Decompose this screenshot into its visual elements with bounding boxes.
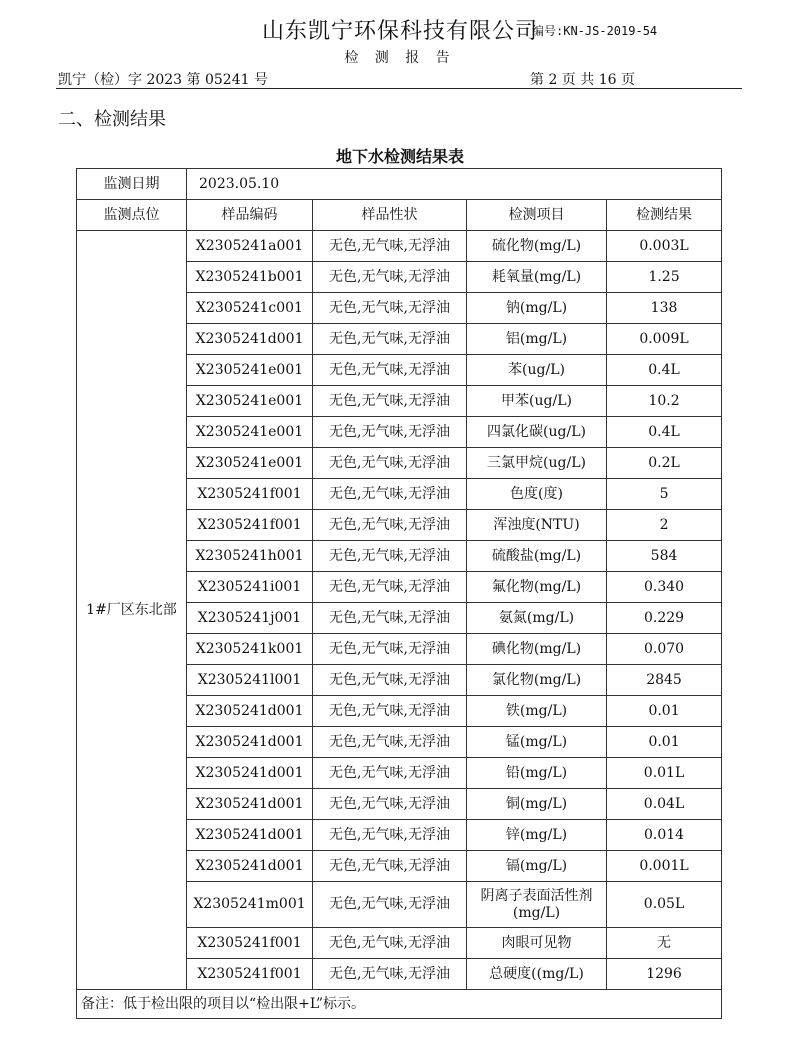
sample-description-cell: 无色,无气味,无浮油 xyxy=(313,572,467,603)
test-item-cell: 阴离子表面活性剂(mg/L) xyxy=(467,882,607,928)
sample-description-cell: 无色,无气味,无浮油 xyxy=(313,851,467,882)
test-result-cell: 0.01L xyxy=(607,758,722,789)
page-info: 第 2 页 共 16 页 xyxy=(530,72,635,88)
report-reference: 凯宁（检）字 2023 第 05241 号 xyxy=(58,72,268,88)
test-item-cell: 镉(mg/L) xyxy=(467,851,607,882)
header-sample-code: 样品编码 xyxy=(187,200,313,231)
sample-code-cell: X2305241e001 xyxy=(187,355,313,386)
test-result-cell: 0.01 xyxy=(607,696,722,727)
test-item-cell: 铁(mg/L) xyxy=(467,696,607,727)
table-note: 备注：低于检出限的项目以“检出限+L”标示。 xyxy=(77,990,722,1019)
test-item-cell: 氨氮(mg/L) xyxy=(467,603,607,634)
test-result-cell: 0.2L xyxy=(607,448,722,479)
sample-description-cell: 无色,无气味,无浮油 xyxy=(313,603,467,634)
header-row xyxy=(77,200,722,231)
sample-description-cell: 无色,无气味,无浮油 xyxy=(313,758,467,789)
sample-description-cell: 无色,无气味,无浮油 xyxy=(313,634,467,665)
test-result-cell: 0.05L xyxy=(607,882,722,928)
test-result-cell: 0.014 xyxy=(607,820,722,851)
sample-code-cell: X2305241f001 xyxy=(187,510,313,541)
sample-code-cell: X2305241d001 xyxy=(187,851,313,882)
sample-code-cell: X2305241f001 xyxy=(187,928,313,959)
sample-description-cell: 无色,无气味,无浮油 xyxy=(313,386,467,417)
test-item-cell: 总硬度((mg/L) xyxy=(467,959,607,990)
test-item-cell: 氟化物(mg/L) xyxy=(467,572,607,603)
sample-code-cell: X2305241d001 xyxy=(187,820,313,851)
sample-code-cell: X2305241f001 xyxy=(187,479,313,510)
sample-description-cell: 无色,无气味,无浮油 xyxy=(313,959,467,990)
test-result-cell: 1.25 xyxy=(607,262,722,293)
header-test-result: 检测结果 xyxy=(607,200,722,231)
sample-description-cell: 无色,无气味,无浮油 xyxy=(313,417,467,448)
sample-description-cell: 无色,无气味,无浮油 xyxy=(313,789,467,820)
sample-description-cell: 无色,无气味,无浮油 xyxy=(313,355,467,386)
sample-description-cell: 无色,无气味,无浮油 xyxy=(313,231,467,262)
header-sample-description: 样品性状 xyxy=(313,200,467,231)
results-table xyxy=(76,168,722,1019)
sample-code-cell: X2305241i001 xyxy=(187,572,313,603)
sample-code-cell: X2305241d001 xyxy=(187,696,313,727)
test-item-cell: 铅(mg/L) xyxy=(467,758,607,789)
sample-description-cell: 无色,无气味,无浮油 xyxy=(313,293,467,324)
test-result-cell: 0.01 xyxy=(607,727,722,758)
test-result-cell: 138 xyxy=(607,293,722,324)
test-item-cell: 锌(mg/L) xyxy=(467,820,607,851)
sample-code-cell: X2305241h001 xyxy=(187,541,313,572)
sample-code-cell: X2305241m001 xyxy=(187,882,313,928)
test-result-cell: 0.070 xyxy=(607,634,722,665)
sample-code-cell: X2305241l001 xyxy=(187,665,313,696)
sample-code-cell: X2305241c001 xyxy=(187,293,313,324)
sample-code-cell: X2305241d001 xyxy=(187,727,313,758)
sample-code-cell: X2305241d001 xyxy=(187,758,313,789)
sample-code-cell: X2305241e001 xyxy=(187,448,313,479)
company-name: 山东凯宁环保科技有限公司 xyxy=(261,19,538,44)
location-cell: 1#厂区东北部 xyxy=(77,231,187,990)
table-title: 地下水检测结果表 xyxy=(335,147,464,166)
test-item-cell: 浑浊度(NTU) xyxy=(467,510,607,541)
report-subtitle: 检 测 报 告 xyxy=(344,50,456,66)
sample-code-cell: X2305241d001 xyxy=(187,324,313,355)
results-table-body xyxy=(77,169,722,1019)
test-item-cell: 硫化物(mg/L) xyxy=(467,231,607,262)
test-result-cell: 0.001L xyxy=(607,851,722,882)
test-result-cell: 0.009L xyxy=(607,324,722,355)
date-row xyxy=(77,169,722,200)
test-item-cell: 耗氧量(mg/L) xyxy=(467,262,607,293)
test-item-cell: 甲苯(ug/L) xyxy=(467,386,607,417)
sample-description-cell: 无色,无气味,无浮油 xyxy=(313,479,467,510)
test-result-cell: 584 xyxy=(607,541,722,572)
sample-description-cell: 无色,无气味,无浮油 xyxy=(313,262,467,293)
test-item-cell: 锰(mg/L) xyxy=(467,727,607,758)
document-number: 编号:KN-JS-2019-54 xyxy=(532,24,658,38)
test-item-cell: 铜(mg/L) xyxy=(467,789,607,820)
test-result-cell: 0.4L xyxy=(607,417,722,448)
date-value: 2023.05.10 xyxy=(187,169,722,200)
test-item-cell: 苯(ug/L) xyxy=(467,355,607,386)
sample-description-cell: 无色,无气味,无浮油 xyxy=(313,665,467,696)
sample-code-cell: X2305241f001 xyxy=(187,959,313,990)
date-label: 监测日期 xyxy=(77,169,187,200)
header-location: 监测点位 xyxy=(77,200,187,231)
test-result-cell: 2845 xyxy=(607,665,722,696)
sample-description-cell: 无色,无气味,无浮油 xyxy=(313,928,467,959)
sample-description-cell: 无色,无气味,无浮油 xyxy=(313,727,467,758)
section-title: 二、检测结果 xyxy=(58,109,166,130)
test-item-cell: 色度(度) xyxy=(467,479,607,510)
sample-description-cell: 无色,无气味,无浮油 xyxy=(313,448,467,479)
test-result-cell: 无 xyxy=(607,928,722,959)
test-result-cell: 0.229 xyxy=(607,603,722,634)
test-item-cell: 硫酸盐(mg/L) xyxy=(467,541,607,572)
sample-description-cell: 无色,无气味,无浮油 xyxy=(313,882,467,928)
sample-code-cell: X2305241k001 xyxy=(187,634,313,665)
test-item-cell: 钠(mg/L) xyxy=(467,293,607,324)
test-result-cell: 5 xyxy=(607,479,722,510)
test-result-cell: 2 xyxy=(607,510,722,541)
sample-code-cell: X2305241e001 xyxy=(187,386,313,417)
test-result-cell: 1296 xyxy=(607,959,722,990)
header-divider xyxy=(56,88,742,89)
test-result-cell: 0.04L xyxy=(607,789,722,820)
sample-code-cell: X2305241d001 xyxy=(187,789,313,820)
test-item-cell: 铝(mg/L) xyxy=(467,324,607,355)
test-item-cell: 四氯化碳(ug/L) xyxy=(467,417,607,448)
test-result-cell: 10.2 xyxy=(607,386,722,417)
sample-code-cell: X2305241e001 xyxy=(187,417,313,448)
test-item-cell: 肉眼可见物 xyxy=(467,928,607,959)
sample-description-cell: 无色,无气味,无浮油 xyxy=(313,541,467,572)
sample-description-cell: 无色,无气味,无浮油 xyxy=(313,820,467,851)
test-result-cell: 0.4L xyxy=(607,355,722,386)
sample-code-cell: X2305241b001 xyxy=(187,262,313,293)
header-test-item: 检测项目 xyxy=(467,200,607,231)
sample-description-cell: 无色,无气味,无浮油 xyxy=(313,324,467,355)
test-item-cell: 氯化物(mg/L) xyxy=(467,665,607,696)
test-result-cell: 0.340 xyxy=(607,572,722,603)
sample-code-cell: X2305241a001 xyxy=(187,231,313,262)
test-item-cell: 三氯甲烷(ug/L) xyxy=(467,448,607,479)
test-result-cell: 0.003L xyxy=(607,231,722,262)
note-row xyxy=(77,990,722,1019)
sample-description-cell: 无色,无气味,无浮油 xyxy=(313,696,467,727)
sample-description-cell: 无色,无气味,无浮油 xyxy=(313,510,467,541)
sample-code-cell: X2305241j001 xyxy=(187,603,313,634)
table-row xyxy=(77,231,722,262)
test-item-cell: 碘化物(mg/L) xyxy=(467,634,607,665)
